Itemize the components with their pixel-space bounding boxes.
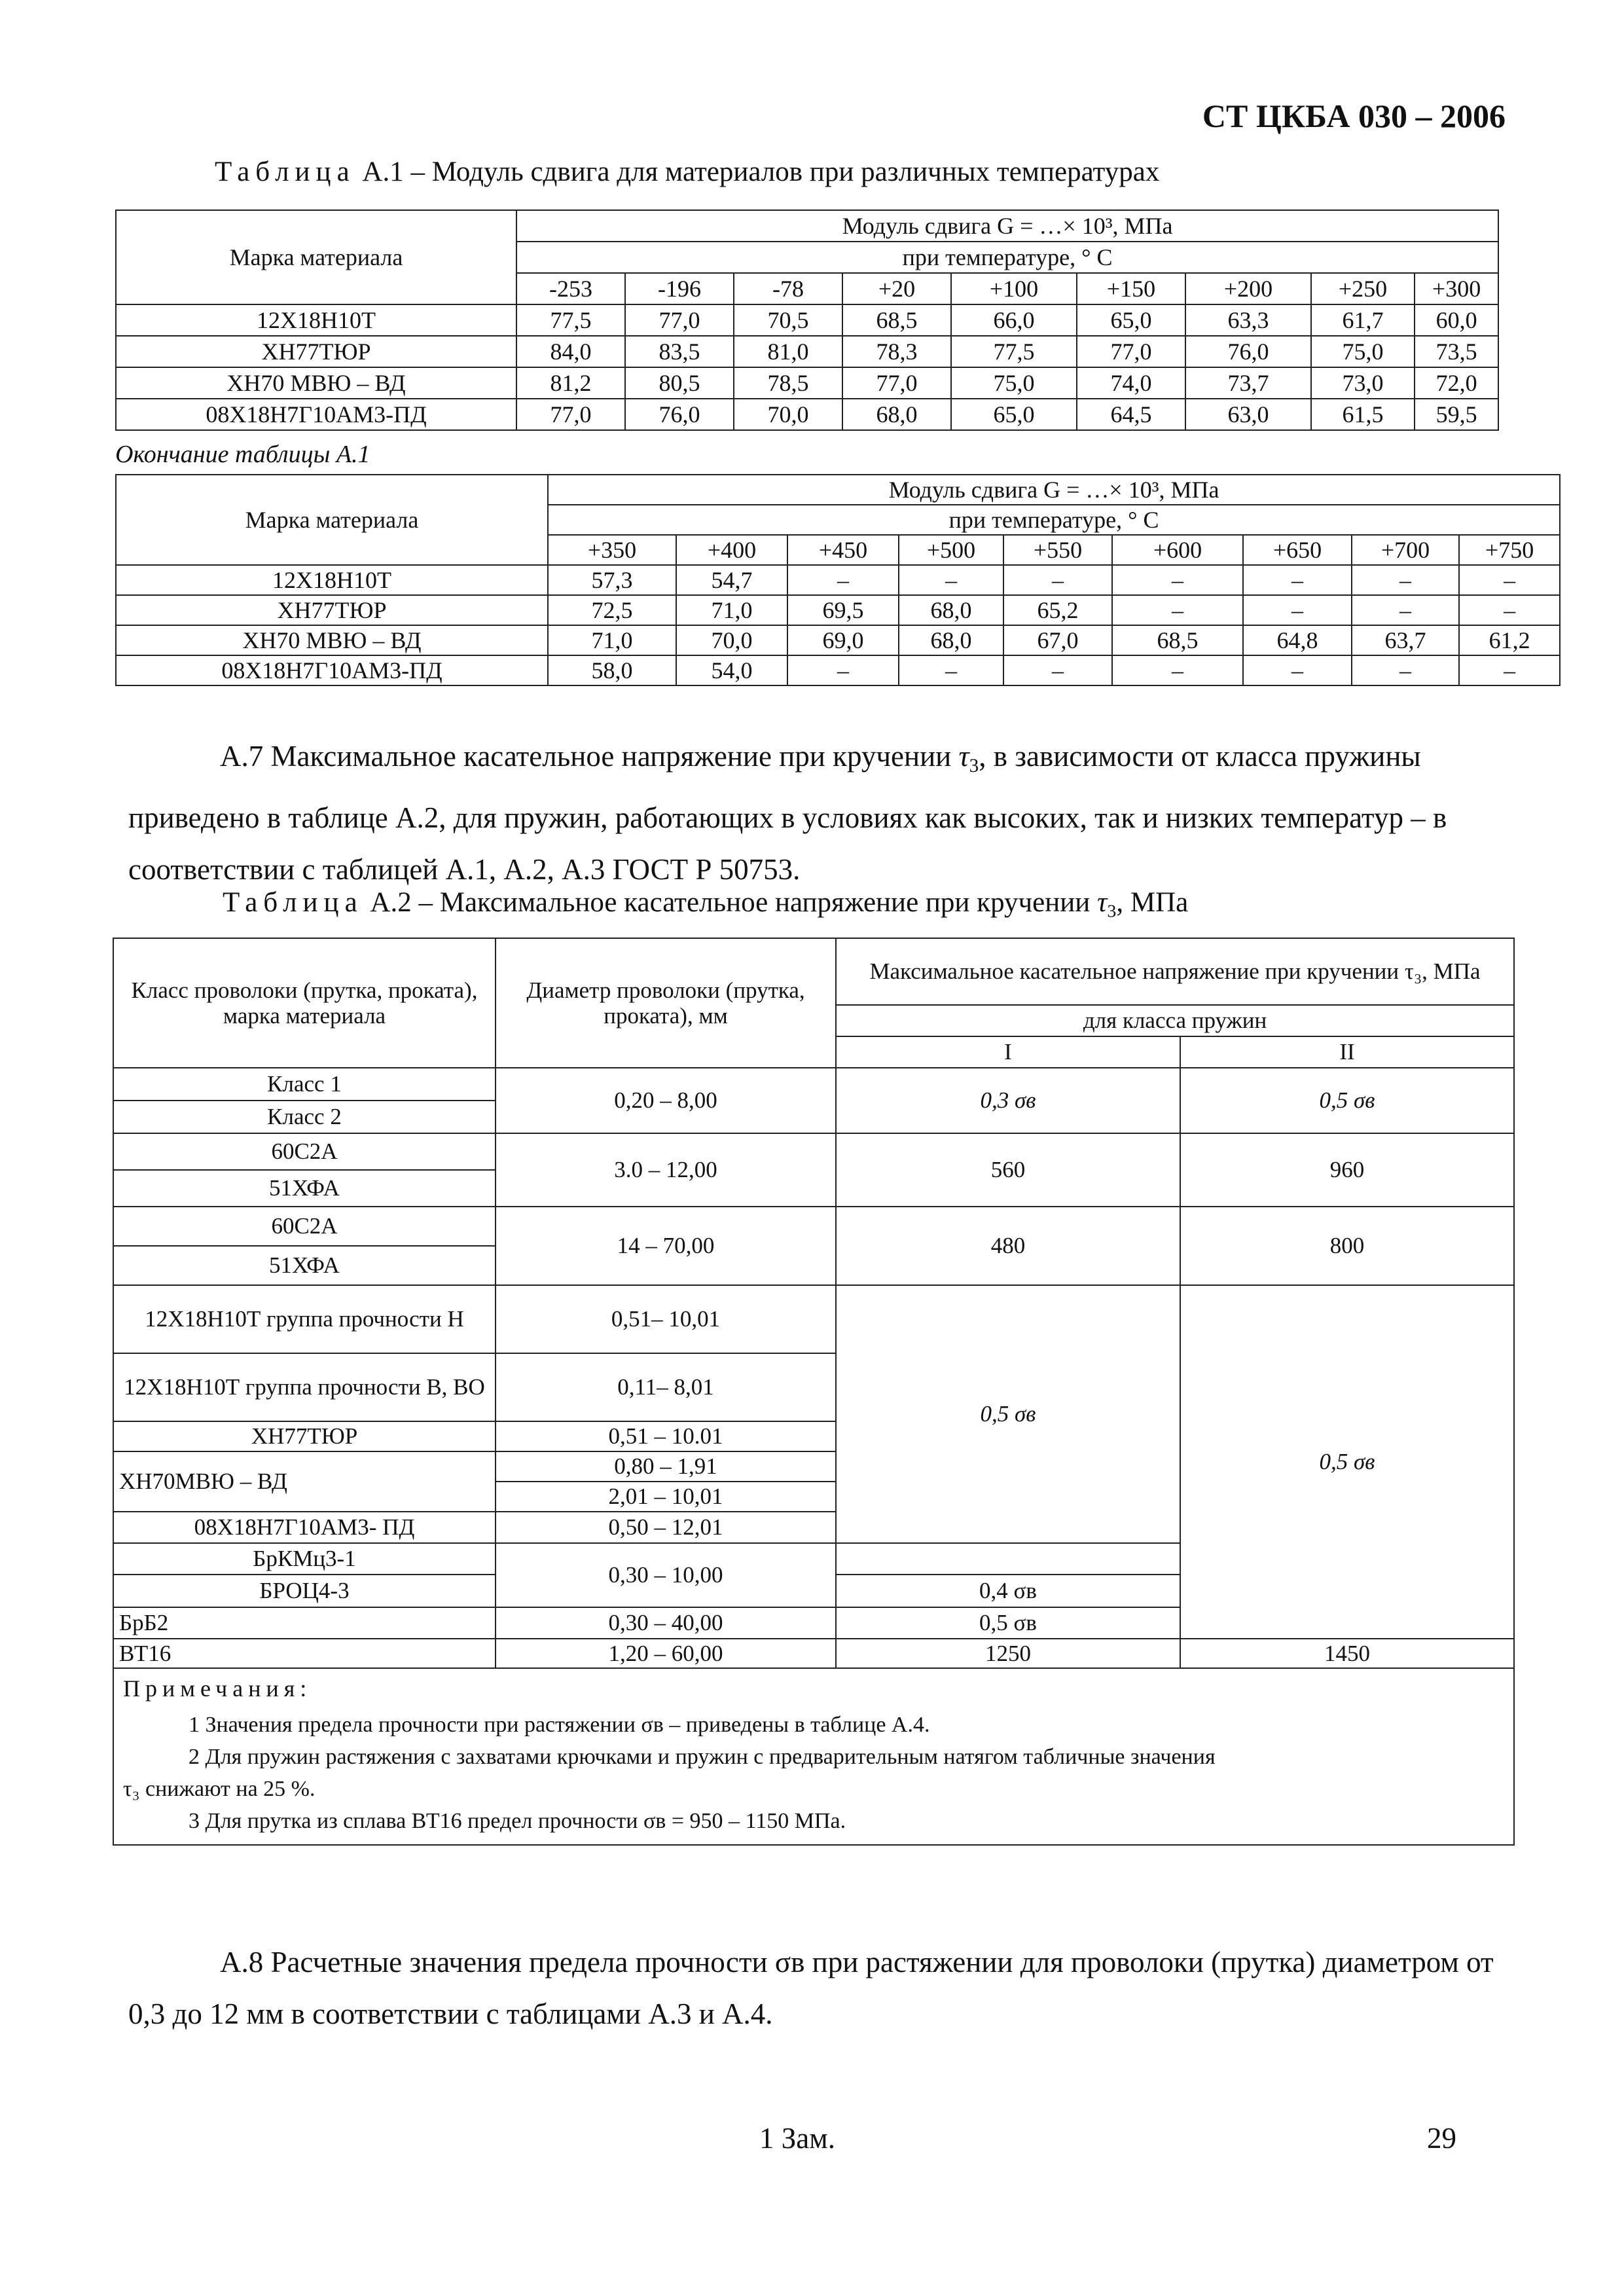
stress-cell: 0,4 σв — [836, 1575, 1180, 1607]
value-cell: – — [1352, 565, 1459, 595]
diameter-cell: 0,20 – 8,00 — [496, 1068, 836, 1133]
table-a2-header-class: Класс проволоки (прутка, проката), марка материала — [113, 938, 496, 1068]
value-cell: 61,7 — [1311, 304, 1415, 336]
value-cell: 77,5 — [951, 336, 1077, 367]
material-cell: БрКМц3-1 — [113, 1543, 496, 1575]
table-a2-caption — [223, 886, 1188, 922]
temp-cell: +550 — [1003, 535, 1112, 565]
value-cell: 69,5 — [787, 595, 899, 625]
value-cell: 68,0 — [899, 595, 1003, 625]
value-cell: – — [899, 655, 1003, 685]
diameter-cell: 0,30 – 10,00 — [496, 1543, 836, 1607]
material-cell: 08Х18Н7Г10АМ3- ПД — [113, 1512, 496, 1543]
diameter-cell: 2,01 – 10,01 — [496, 1482, 836, 1512]
material-cell: БРОЦ4-3 — [113, 1575, 496, 1607]
stress-cell: 0,5 σв — [836, 1285, 1180, 1543]
temp-cell: +300 — [1415, 273, 1498, 304]
value-cell: 71,0 — [548, 625, 676, 655]
stress-cell: 0,5 σв — [1180, 1068, 1514, 1133]
value-cell: – — [1459, 595, 1560, 625]
temp-cell: +600 — [1112, 535, 1243, 565]
material-cell: 60С2А — [113, 1133, 496, 1170]
table-a1-end-header-material: Марка материала — [116, 475, 548, 565]
value-cell: 80,5 — [625, 367, 734, 399]
value-cell: – — [1459, 565, 1560, 595]
value-cell: – — [1352, 655, 1459, 685]
value-cell: 66,0 — [951, 304, 1077, 336]
temp-cell: -196 — [625, 273, 734, 304]
value-cell: 77,0 — [516, 399, 625, 430]
table-a1-caption — [215, 156, 1159, 188]
table-a2-caption-word: Таблица — [223, 887, 363, 918]
value-cell: 73,0 — [1311, 367, 1415, 399]
value-cell: 63,3 — [1185, 304, 1311, 336]
table-a2-header-diameter: Диаметр проволоки (прутка, проката), мм — [496, 938, 836, 1068]
value-cell: 70,5 — [734, 304, 842, 336]
stress-cell: 1250 — [836, 1639, 1180, 1668]
value-cell: 70,0 — [676, 625, 787, 655]
table-row — [116, 336, 1498, 367]
material-cell: 12Х18Н10Т группа прочности Н — [113, 1285, 496, 1353]
diameter-cell: 1,20 – 60,00 — [496, 1639, 836, 1668]
stress-cell: 960 — [1180, 1133, 1514, 1207]
notes-title: Примечания: — [123, 1675, 312, 1702]
value-cell: 60,0 — [1415, 304, 1498, 336]
stress-cell: 0,5 σв — [836, 1607, 1180, 1639]
material-cell: ВТ16 — [113, 1639, 496, 1668]
note-3: 3 Для прутка из сплава ВТ16 предел прочности σв = 950 – 1150 МПа. — [189, 1809, 846, 1834]
table-a1-caption-word: Таблица — [215, 156, 355, 187]
table-row — [113, 1639, 1514, 1668]
diameter-cell: 0,50 – 12,01 — [496, 1512, 836, 1543]
temp-cell: +250 — [1311, 273, 1415, 304]
paragraph-a8 — [128, 1937, 1516, 2040]
temp-cell: +20 — [842, 273, 951, 304]
table-a1-end-header-temperature: при температуре, ° С — [548, 505, 1560, 535]
diameter-cell: 0,51– 10,01 — [496, 1285, 836, 1353]
value-cell: 71,0 — [676, 595, 787, 625]
table-a2-caption-unit: , МПа — [1116, 887, 1189, 918]
temp-cell: +150 — [1077, 273, 1185, 304]
value-cell: 72,5 — [548, 595, 676, 625]
table-a1-header-temperature: при температуре, ° С — [516, 242, 1498, 273]
value-cell: 57,3 — [548, 565, 676, 595]
table-a1-end-header-modulus: Модуль сдвига G = …× 10³, МПа — [548, 475, 1560, 505]
material-cell: 60С2А — [113, 1207, 496, 1246]
value-cell: 61,2 — [1459, 625, 1560, 655]
value-cell: 73,5 — [1415, 336, 1498, 367]
value-cell: 59,5 — [1415, 399, 1498, 430]
material-cell: 12Х18Н10Т — [116, 565, 548, 595]
table-row — [116, 399, 1498, 430]
material-cell: 12Х18Н10Т группа прочности В, ВО — [113, 1353, 496, 1421]
material-cell: Класс 1 — [113, 1068, 496, 1101]
temp-cell: +350 — [548, 535, 676, 565]
value-cell: 84,0 — [516, 336, 625, 367]
notes-row — [113, 1668, 1514, 1845]
material-cell: ХН77ТЮР — [116, 595, 548, 625]
temp-cell: +200 — [1185, 273, 1311, 304]
value-cell: 64,8 — [1243, 625, 1352, 655]
value-cell: – — [787, 655, 899, 685]
temp-cell: +100 — [951, 273, 1077, 304]
value-cell: 54,7 — [676, 565, 787, 595]
material-cell: Класс 2 — [113, 1101, 496, 1133]
value-cell: 68,5 — [842, 304, 951, 336]
value-cell: 68,0 — [899, 625, 1003, 655]
table-row — [113, 1285, 1514, 1353]
tau-subscript: 3 — [969, 755, 979, 776]
stress-cell: 800 — [1180, 1207, 1514, 1285]
value-cell: 75,0 — [951, 367, 1077, 399]
value-cell: 81,2 — [516, 367, 625, 399]
value-cell: 63,0 — [1185, 399, 1311, 430]
stress-cell: 0,5 σв — [1180, 1285, 1514, 1639]
note-1: 1 Значения предела прочности при растяжении σв – приведены в таблице А.4. — [189, 1712, 930, 1737]
paragraph-a8-text: А.8 Расчетные значения предела прочности σв при растяжении для проволоки (прутка) диаметром от 0,3 до 12 мм в соответствии с таблицами А.3 и А.4. — [128, 1946, 1494, 2030]
value-cell: 73,7 — [1185, 367, 1311, 399]
diameter-cell: 14 – 70,00 — [496, 1207, 836, 1285]
table-row — [113, 1133, 1514, 1170]
table-a2-caption-text: А.2 – Максимальное касательное напряжение при кручении — [370, 887, 1091, 918]
diameter-cell: 0,11– 8,01 — [496, 1353, 836, 1421]
value-cell: 58,0 — [548, 655, 676, 685]
table-a1-end-caption: Окончание таблицы А.1 — [115, 441, 370, 468]
table-a1-header-material: Марка материала — [116, 210, 516, 304]
material-cell: 08Х18Н7Г10АМ3-ПД — [116, 655, 548, 685]
paragraph-a7-part1: А.7 Максимальное касательное напряжение при кручении — [220, 740, 952, 773]
value-cell: – — [1112, 595, 1243, 625]
value-cell: 65,0 — [1077, 304, 1185, 336]
temp-cell: +650 — [1243, 535, 1352, 565]
temp-cell: +450 — [787, 535, 899, 565]
notes-cell — [113, 1668, 1514, 1845]
table-row — [116, 655, 1560, 685]
stress-cell: 1450 — [1180, 1639, 1514, 1668]
paragraph-a7 — [128, 731, 1516, 896]
value-cell: 54,0 — [676, 655, 787, 685]
stress-cell: 560 — [836, 1133, 1180, 1207]
material-cell: ХН70МВЮ – ВД — [113, 1451, 496, 1512]
temp-cell: +500 — [899, 535, 1003, 565]
value-cell: – — [1243, 595, 1352, 625]
table-row — [116, 367, 1498, 399]
value-cell: 78,3 — [842, 336, 951, 367]
value-cell: 68,0 — [842, 399, 951, 430]
value-cell: 77,0 — [625, 304, 734, 336]
table-row — [113, 1207, 1514, 1246]
temp-cell: +750 — [1459, 535, 1560, 565]
table-a1-caption-text: А.1 – Модуль сдвига для материалов при различных температурах — [362, 156, 1160, 187]
material-cell: 51ХФА — [113, 1246, 496, 1285]
material-cell: ХН77ТЮР — [113, 1421, 496, 1451]
paragraph-a7-part2: , в зависимости от класса пружины приведено в таблице А.2, для пружин, работающих в условиях как высоких, так и низких температур – в соответствии с таблицей А.1, А.2, А.3 ГОСТ Р 50753. — [128, 740, 1447, 886]
value-cell: 81,0 — [734, 336, 842, 367]
stress-cell: 0,3 σв — [836, 1068, 1180, 1133]
table-row — [116, 565, 1560, 595]
material-cell: 12Х18Н10Т — [116, 304, 516, 336]
diameter-cell: 3.0 – 12,00 — [496, 1133, 836, 1207]
table-a1-end — [115, 474, 1561, 686]
table-a1-header-modulus: Модуль сдвига G = …× 10³, МПа — [516, 210, 1498, 242]
material-cell: ХН77ТЮР — [116, 336, 516, 367]
temp-cell: +700 — [1352, 535, 1459, 565]
value-cell: 76,0 — [1185, 336, 1311, 367]
value-cell: – — [1352, 595, 1459, 625]
value-cell: 76,0 — [625, 399, 734, 430]
temp-cell: -253 — [516, 273, 625, 304]
value-cell: 68,5 — [1112, 625, 1243, 655]
diameter-cell: 0,80 – 1,91 — [496, 1451, 836, 1482]
value-cell: 64,5 — [1077, 399, 1185, 430]
diameter-cell: 0,30 – 40,00 — [496, 1607, 836, 1639]
table-a2-header-spring-class: для класса пружин — [836, 1005, 1514, 1036]
value-cell: 77,0 — [842, 367, 951, 399]
value-cell: 70,0 — [734, 399, 842, 430]
value-cell: 74,0 — [1077, 367, 1185, 399]
table-a2-header-class-i: I — [836, 1036, 1180, 1068]
material-cell: ХН70 МВЮ – ВД — [116, 625, 548, 655]
tau-subscript: 3 — [1107, 901, 1117, 922]
value-cell: – — [787, 565, 899, 595]
table-row — [116, 304, 1498, 336]
value-cell: 61,5 — [1311, 399, 1415, 430]
table-a2-header-stress: Максимальное касательное напряжение при кручении τ₃, МПа — [836, 938, 1514, 1005]
value-cell: – — [1112, 565, 1243, 595]
table-a2-header-class-ii: II — [1180, 1036, 1514, 1068]
value-cell: – — [1243, 655, 1352, 685]
table-row — [116, 625, 1560, 655]
table-a1 — [115, 210, 1499, 431]
tau-symbol: τ — [1097, 887, 1108, 918]
value-cell: 75,0 — [1311, 336, 1415, 367]
table-a2 — [113, 938, 1515, 1846]
value-cell: – — [1003, 565, 1112, 595]
table-row — [113, 1068, 1514, 1101]
note-2: 2 Для пружин растяжения с захватами крючками и пружин с предварительным натягом табличные значения — [189, 1744, 1216, 1769]
page-number: 29 — [1427, 2122, 1456, 2155]
value-cell: 77,5 — [516, 304, 625, 336]
value-cell: – — [1003, 655, 1112, 685]
value-cell: 83,5 — [625, 336, 734, 367]
stress-cell: 480 — [836, 1207, 1180, 1285]
material-cell: 08Х18Н7Г10АМ3-ПД — [116, 399, 516, 430]
material-cell: ХН70 МВЮ – ВД — [116, 367, 516, 399]
temp-cell: -78 — [734, 273, 842, 304]
value-cell: 77,0 — [1077, 336, 1185, 367]
material-cell: БрБ2 — [113, 1607, 496, 1639]
value-cell: 67,0 — [1003, 625, 1112, 655]
value-cell: 69,0 — [787, 625, 899, 655]
value-cell: 72,0 — [1415, 367, 1498, 399]
value-cell: – — [1459, 655, 1560, 685]
temp-cell: +400 — [676, 535, 787, 565]
value-cell: – — [1112, 655, 1243, 685]
value-cell: 78,5 — [734, 367, 842, 399]
standard-code: СТ ЦКБА 030 – 2006 — [1202, 98, 1506, 134]
table-row — [116, 595, 1560, 625]
revision-note: 1 Зам. — [759, 2122, 835, 2155]
value-cell: – — [1243, 565, 1352, 595]
value-cell: 65,2 — [1003, 595, 1112, 625]
diameter-cell: 0,51 – 10.01 — [496, 1421, 836, 1451]
value-cell: – — [899, 565, 1003, 595]
value-cell: 65,0 — [951, 399, 1077, 430]
value-cell: 63,7 — [1352, 625, 1459, 655]
note-2-continuation: τ₃ снижают на 25 %. — [123, 1777, 316, 1802]
material-cell: 51ХФА — [113, 1170, 496, 1207]
tau-symbol: τ — [958, 740, 969, 773]
